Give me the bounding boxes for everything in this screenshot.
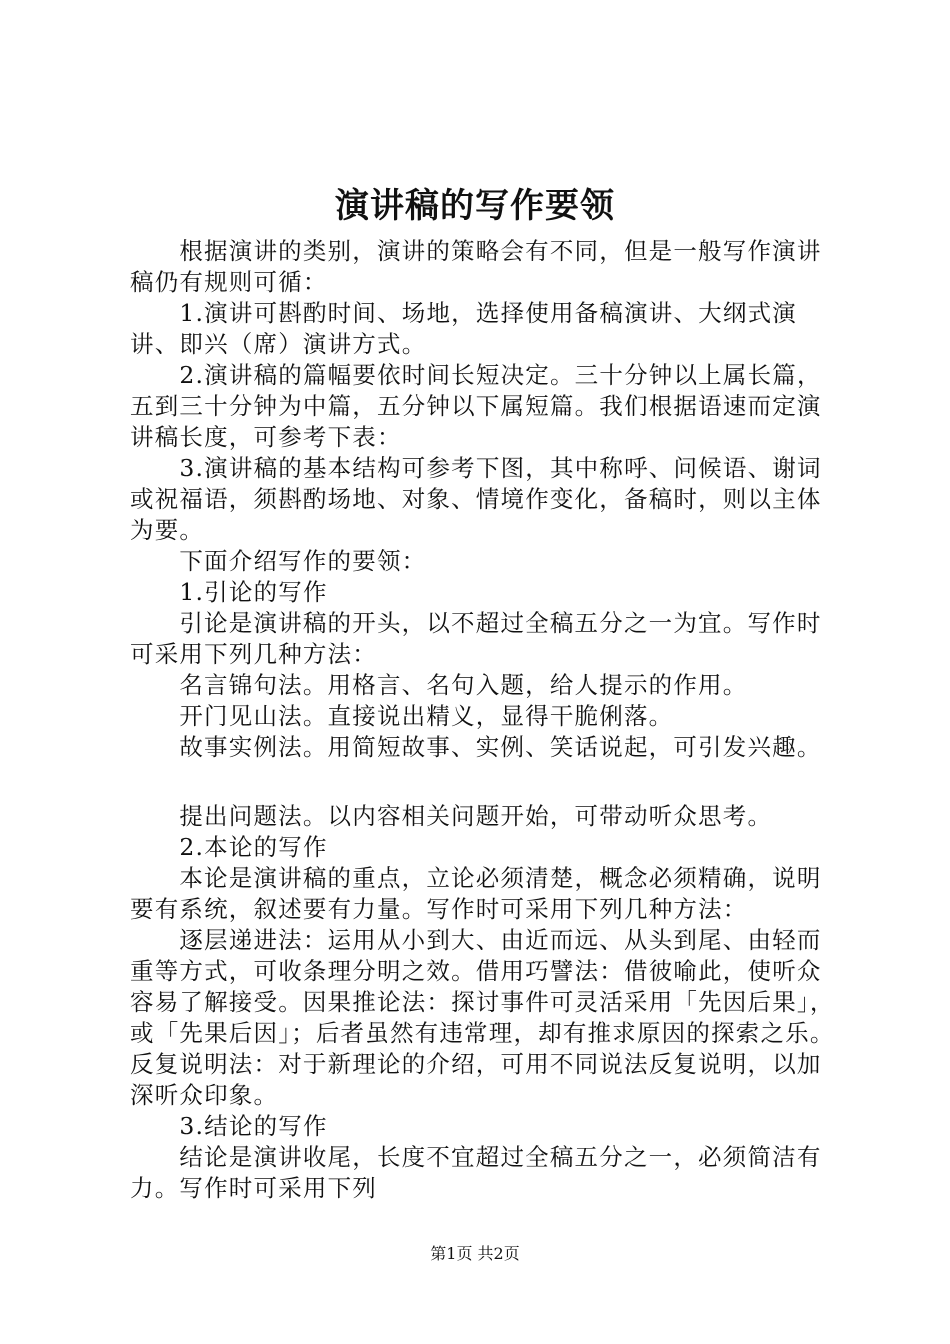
- method-quote: 名言锦句法。用格言、名句入题，给人提示的作用。: [179, 671, 748, 699]
- heading-main-body: 2.本论的写作: [179, 833, 328, 861]
- page-footer: 第1页 共2页: [430, 1244, 520, 1263]
- paragraph-rule-3: 3.演讲稿的基本结构可参考下图，其中称呼、问候语、谢词或祝福语，须斟酌场地、对象、情境作变化，备稿时，则以主体为要。: [130, 454, 822, 544]
- paragraph-intro: 根据演讲的类别，演讲的策略会有不同，但是一般写作演讲稿仍有规则可循：: [130, 237, 822, 296]
- paragraph-main-methods: 逐层递进法：运用从小到大、由近而远、从头到尾、由轻而重等方式，可收条理分明之效。借用巧譬法：借彼喻此，使听众容易了解接受。因果推论法：探讨事件可灵活采用「先因后果」，或「先果后因」；后者虽然有违常理，却有推求原因的探索之乐。反复说明法：对于新理论的介绍，可用不同说法反复说明，以加深听众印象。: [130, 926, 835, 1109]
- heading-conclusion: 3.结论的写作: [179, 1112, 328, 1140]
- paragraph-rule-2: 2.演讲稿的篇幅要依时间长短决定。三十分钟以上属长篇，五到三十分钟为中篇，五分钟以下属短篇。我们根据语速而定演讲稿长度，可参考下表：: [130, 361, 822, 451]
- paragraph-introduction: 引论是演讲稿的开头，以不超过全稿五分之一为宜。写作时可采用下列几种方法：: [130, 609, 822, 668]
- method-story: 故事实例法。用简短故事、实例、笑话说起，可引发兴趣。: [179, 733, 822, 761]
- heading-introduction: 1.引论的写作: [179, 578, 328, 606]
- document-body: [130, 236, 840, 1204]
- paragraph-lead: 下面介绍写作的要领：: [179, 547, 427, 575]
- paragraph-main-body: 本论是演讲稿的重点，立论必须清楚，概念必须精确，说明要有系统，叙述要有力量。写作时可采用下列几种方法：: [130, 864, 822, 923]
- blank-line: [130, 763, 840, 801]
- document-title: 演讲稿的写作要领: [335, 186, 615, 226]
- paragraph-rule-1: 1.演讲可斟酌时间、场地，选择使用备稿演讲、大纲式演讲、即兴（席）演讲方式。: [130, 299, 797, 358]
- paragraph-conclusion: 结论是演讲收尾，长度不宜超过全稿五分之一，必须简洁有力。写作时可采用下列: [130, 1143, 822, 1202]
- method-direct: 开门见山法。直接说出精义，显得干脆俐落。: [179, 702, 674, 730]
- method-question: 提出问题法。以内容相关问题开始，可带动听众思考。: [179, 802, 773, 830]
